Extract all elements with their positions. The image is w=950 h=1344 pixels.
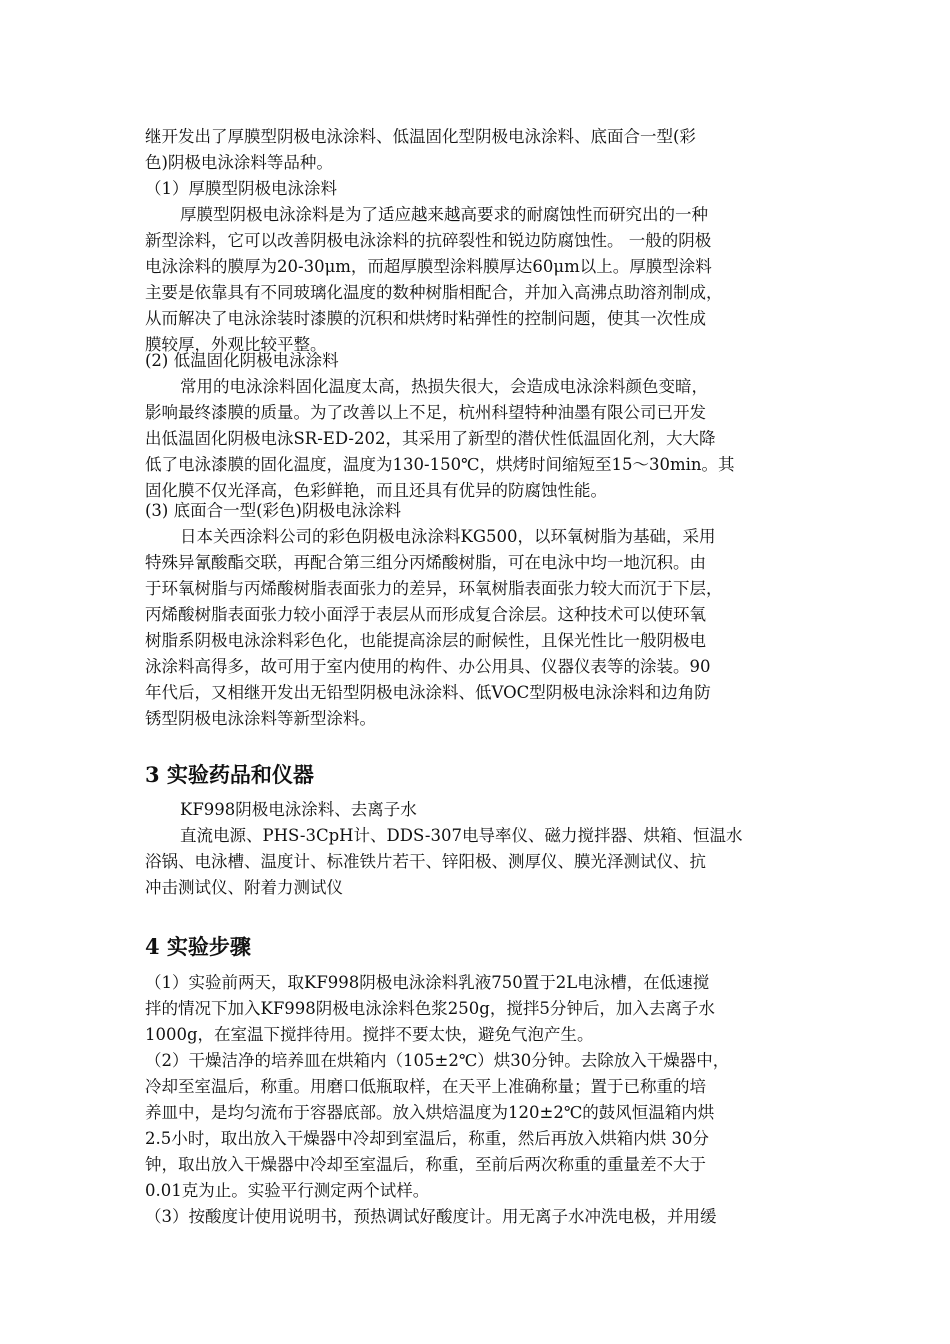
text-line: （3）按酸度计使用说明书，预热调试好酸度计。用无离子水冲洗电极，并用缓	[145, 1207, 717, 1226]
text-line: （2）干燥洁净的培养皿在烘箱内（105±2℃）烘30分钟。去除放入干燥器中，	[145, 1051, 730, 1070]
text-line: 于环氧树脂与丙烯酸树脂表面张力的差异，环氧树脂表面张力较大而沉于下层，	[145, 579, 723, 598]
item-heading: (3) 底面合一型(彩色)阴极电泳涂料	[145, 501, 401, 520]
text-line: 锈型阴极电泳涂料等新型涂料。	[145, 709, 376, 728]
text-line: 影响最终漆膜的质量。为了改善以上不足，杭州科望特种油墨有限公司已开发	[145, 403, 706, 422]
thick-film-paragraph	[145, 176, 805, 358]
text-line: 养皿中，是均匀流布于容器底部。放入烘焙温度为120±2℃的鼓风恒温箱内烘	[145, 1103, 715, 1122]
text-line: 钟，取出放入干燥器中冷却至室温后，称重，至前后两次称重的重量差不大于	[145, 1155, 706, 1174]
text-line: 丙烯酸树脂表面张力较小面浮于表层从而形成复合涂层。这种技术可以使环氧	[145, 605, 706, 624]
text-line: 固化膜不仅光泽高，色彩鲜艳，而且还具有优异的防腐蚀性能。	[145, 481, 607, 500]
text-line: 拌的情况下加入KF998阴极电泳涂料色浆250g，搅拌5分钟后，加入去离子水	[145, 999, 715, 1018]
text-line: 泳涂料高得多，故可用于室内使用的构件、办公用具、仪器仪表等的涂装。90	[145, 657, 711, 676]
text-line: 膜较厚，外观比较平整。	[145, 335, 327, 354]
text-line: 厚膜型阴极电泳涂料是为了适应越来越高要求的耐腐蚀性而研究出的一种	[180, 205, 708, 224]
text-line: 特殊异氰酸酯交联，再配合第三组分丙烯酸树脂，可在电泳中均一地沉积。由	[145, 553, 706, 572]
text-line: 直流电源、PHS-3CpH计、DDS-307电导率仪、磁力搅拌器、烘箱、恒温水	[180, 826, 743, 845]
section2-continuation	[145, 124, 805, 176]
text-line: 2.5小时，取出放入干燥器中冷却到室温后，称重，然后再放入烘箱内烘 30分	[145, 1129, 709, 1148]
section4-heading: 4 实验步骤	[145, 934, 251, 959]
section3-heading: 3 实验药品和仪器	[145, 762, 314, 787]
text-line: 树脂系阴极电泳涂料彩色化，也能提高涂层的耐候性，且保光性比一般阴极电	[145, 631, 706, 650]
text-line: 常用的电泳涂料固化温度太高，热损失很大，会造成电泳涂料颜色变暗，	[180, 377, 708, 396]
text-line: 浴锅、电泳槽、温度计、标准铁片若干、锌阳极、测厚仪、膜光泽测试仪、抗	[145, 852, 706, 871]
item-heading: (2) 低温固化阴极电泳涂料	[145, 351, 339, 370]
text-line: 年代后，又相继开发出无铅型阴极电泳涂料、低VOC型阴极电泳涂料和边角防	[145, 683, 711, 702]
text-line: 主要是依靠具有不同玻璃化温度的数种树脂相配合，并加入高沸点助溶剂制成，	[145, 283, 723, 302]
color-paint-paragraph	[145, 498, 805, 732]
materials-paragraph	[145, 797, 805, 901]
text-line: KF998阴极电泳涂料、去离子水	[180, 800, 417, 819]
text-line: 出低温固化阴极电泳SR-ED-202，其采用了新型的潜伏性低温固化剂，大大降	[145, 429, 716, 448]
text-line: 新型涂料，它可以改善阴极电泳涂料的抗碎裂性和锐边防腐蚀性。 一般的阴极	[145, 231, 712, 250]
text-line: 1000g，在室温下搅拌待用。搅拌不要太快，避免气泡产生。	[145, 1025, 594, 1044]
low-temp-paragraph	[145, 348, 805, 504]
text-line: 冲击测试仪、附着力测试仪	[145, 878, 343, 897]
procedure-paragraph	[145, 970, 805, 1230]
text-line: 0.01克为止。实验平行测定两个试样。	[145, 1181, 430, 1200]
text-line: 冷却至室温后，称重。用磨口低瓶取样，在天平上准确称量；置于已称重的培	[145, 1077, 706, 1096]
text-line: 低了电泳漆膜的固化温度，温度为130-150℃，烘烤时间缩短至15～30min。其	[145, 455, 735, 474]
text-line: 继开发出了厚膜型阴极电泳涂料、低温固化型阴极电泳涂料、底面合一型(彩	[145, 127, 696, 146]
item-heading: （1）厚膜型阴极电泳涂料	[145, 179, 337, 198]
text-line: 日本关西涂料公司的彩色阴极电泳涂料KG500，以环氧树脂为基础，采用	[180, 527, 716, 546]
text-line: 色)阴极电泳涂料等品种。	[145, 153, 333, 172]
text-line: （1）实验前两天，取KF998阴极电泳涂料乳液750置于2L电泳槽，在低速搅	[145, 973, 710, 992]
text-line: 电泳涂料的膜厚为20-30μm，而超厚膜型涂料膜厚达60μm以上。厚膜型涂料	[145, 257, 712, 276]
text-line: 从而解决了电泳涂装时漆膜的沉积和烘烤时粘弹性的控制问题，使其一次性成	[145, 309, 706, 328]
